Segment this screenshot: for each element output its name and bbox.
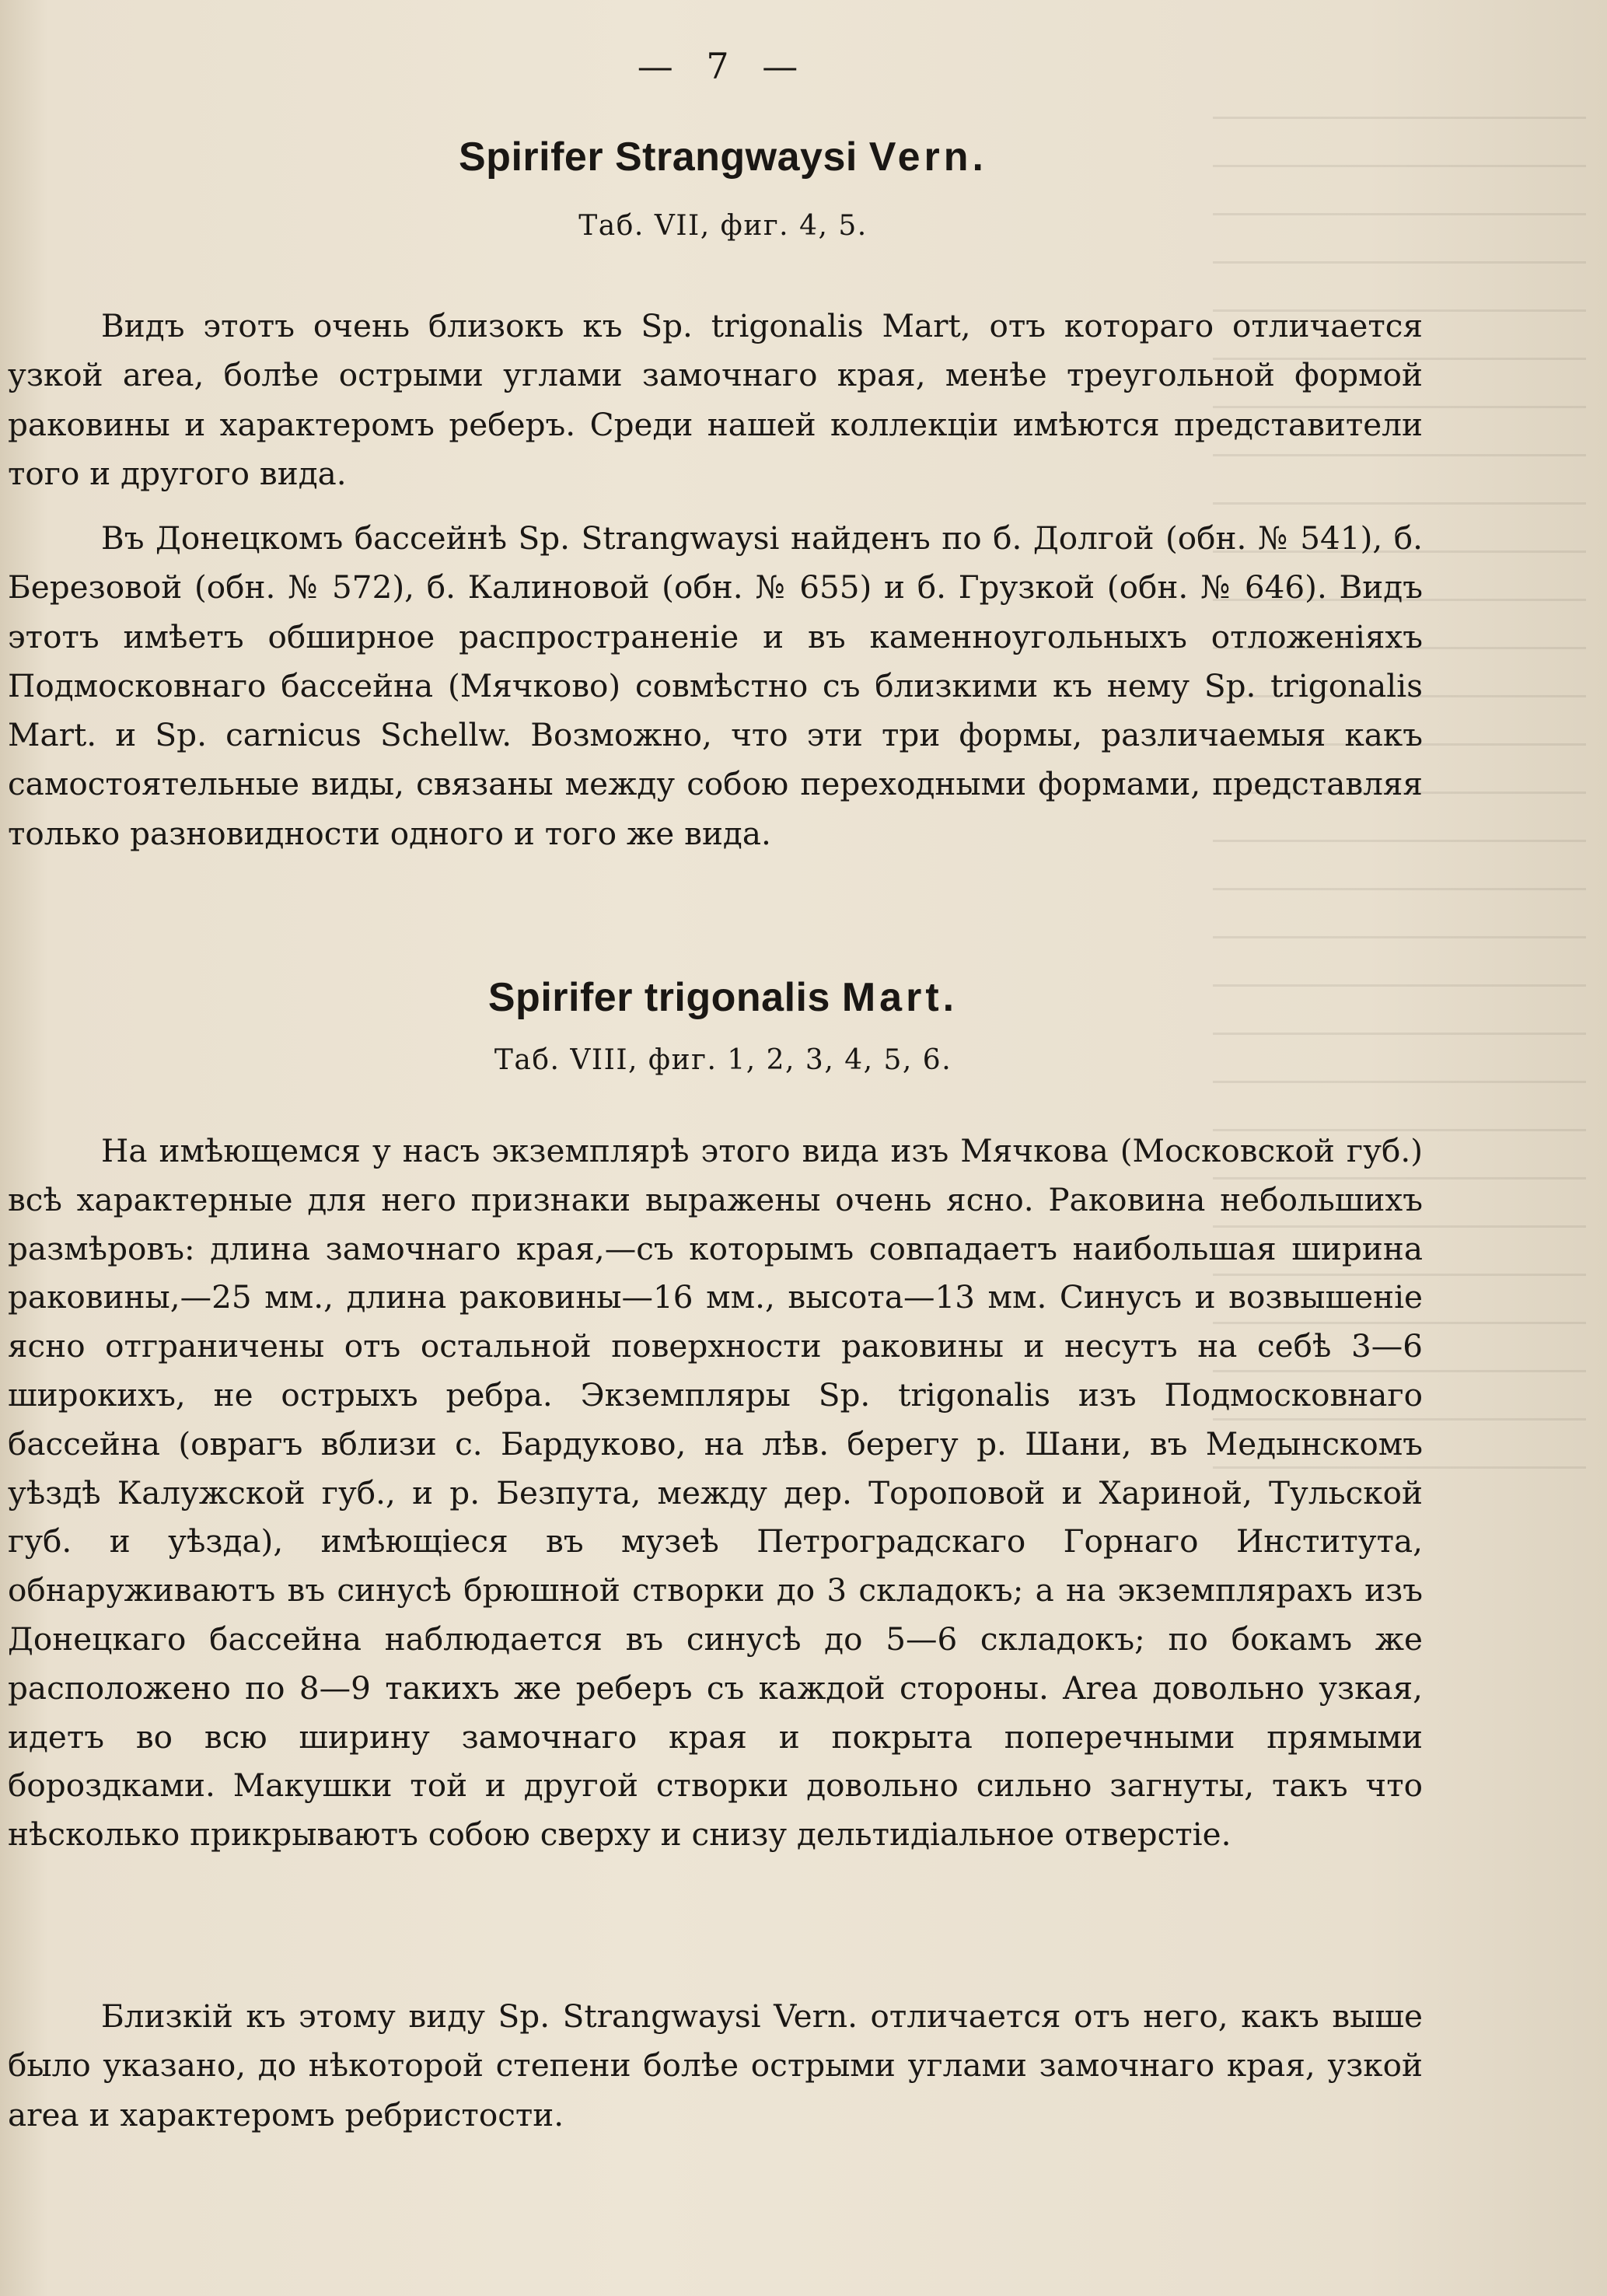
page-number: — 7 —	[637, 45, 809, 87]
plate-reference: Таб. VIII, фиг. 1, 2, 3, 4, 5, 6.	[494, 1044, 952, 1076]
paragraph: Близкій къ этому виду Sp. Strangwaysi Vern. отличается отъ него, какъ выше было указано, до нѣкоторой степени болѣе острыми углами замочнаго края, узкой area и характеромъ ребристости.	[8, 1997, 1423, 2133]
paragraph: Видъ этотъ очень близокъ къ Sp. trigonalis Mart, отъ котораго отличается узкой area, болѣе острыми углами замочнаго края, менѣе треугольной формой раковины и характеромъ реберъ. Среди нашей коллекціи имѣются представители того и другого вида.	[8, 307, 1423, 492]
paragraph: Въ Донецкомъ бассейнѣ Sp. Strangwaysi найденъ по б. Долгой (обн. № 541), б. Березовой (обн. № 572), б. Калиновой (обн. № 655) и б. Грузкой (обн. № 646). Видъ этотъ имѣетъ обширное распространеніе и въ каменноугольныхъ отложеніяхъ Подмосковнаго бассейна (Мячково) совмѣстно съ близкими къ нему Sp. trigonalis Mart. и Sp. carnicus Schellw. Возможно, что эти три формы, различаемыя какъ самостоятельные виды, связаны между собою переходными формами, представляя только разновидности одного и того же вида.	[8, 519, 1423, 852]
heading-title: Spirifer trigonalis	[487, 975, 830, 1020]
heading-title: Spirifer Strangwaysi	[459, 135, 858, 180]
paragraph: На имѣющемся у насъ экземплярѣ этого вида изъ Мячкова (Московской губ.) всѣ характерные для него признаки выражены очень ясно. Раковина небольшихъ размѣровъ: длина замочнаго края,—съ которымъ совпадаетъ наибольшая ширина раковины,—25 мм., длина раковины—16 мм., высота—13 мм. Синусъ и возвышеніе ясно отграничены отъ остальной поверхности раковины и несутъ на себѣ 3—6 широкихъ, не острыхъ ребра. Экземпляры Sp. trigonalis изъ Подмосковнаго бассейна (оврагъ вблизи с. Бардуково, на лѣв. берегу р. Шани, въ Медынскомъ уѣздѣ Калужской губ., и р. Безпута, между дер. Тороповой и Хариной, Тульской губ. и уѣзда), имѣющіеся въ музеѣ Петроградскаго Горнаго Института, обнаруживаютъ въ синусѣ брюшной створки до 3 складокъ; а на экземплярахъ изъ Донецкаго бассейна наблюдается въ синусѣ до 5—6 складокъ; по бокамъ же расположено по 8—9 такихъ же реберъ съ каждой стороны. Area довольно узкая, идетъ во всю ширину замочнаго края и покрыта поперечными прямыми бороздками. Макушки той и другой створки довольно сильно загнуты, такъ что нѣсколько прикрываютъ собою сверху и снизу дельтидіальное отверстіе.	[8, 1132, 1423, 1854]
heading-author: Mart.	[841, 975, 959, 1020]
heading-author: Vern.	[868, 135, 987, 180]
section-heading-strangwaysi	[0, 134, 1446, 180]
section-heading-trigonalis	[0, 974, 1446, 1021]
plate-reference: Таб. VII, фиг. 4, 5.	[578, 210, 868, 242]
